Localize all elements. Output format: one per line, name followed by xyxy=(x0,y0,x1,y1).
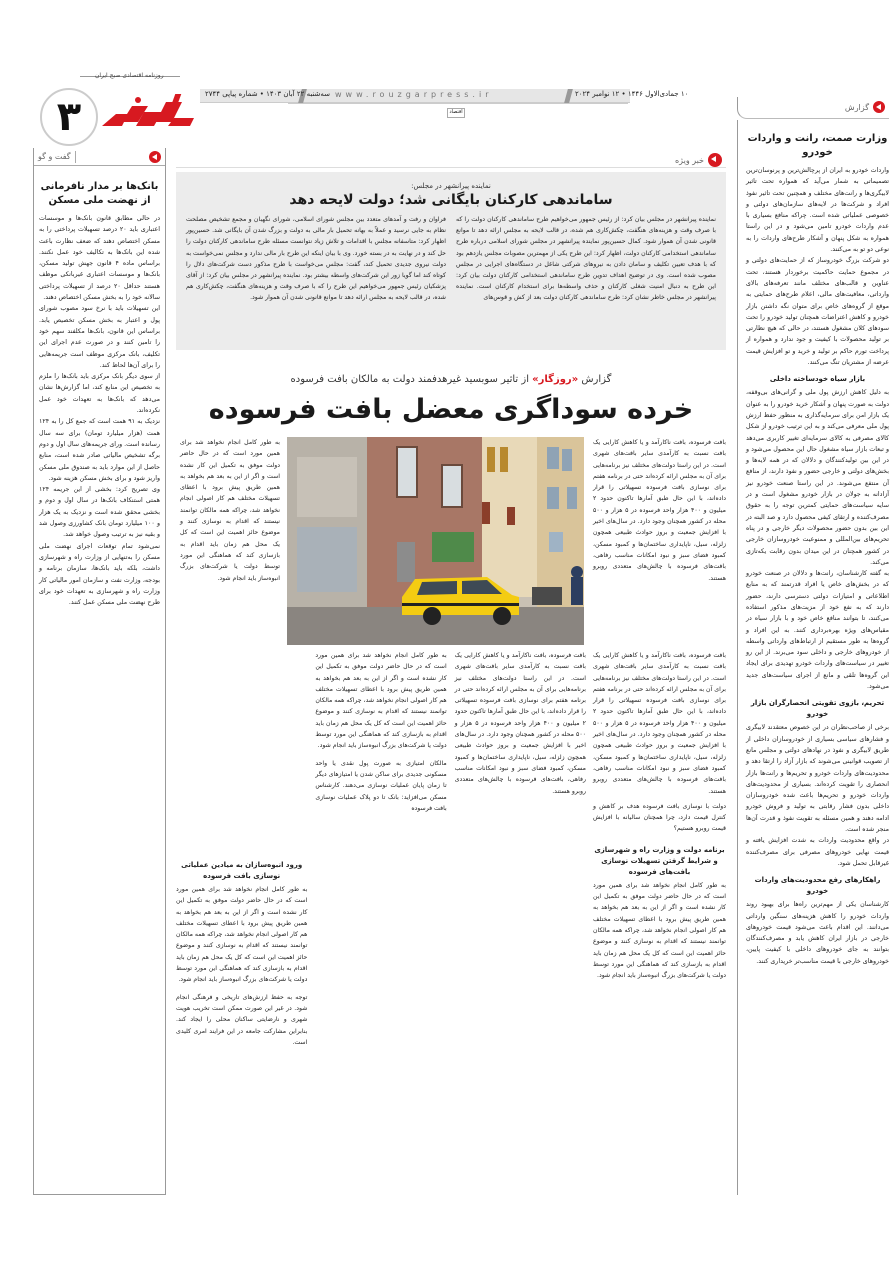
feature-column: فراوان و رفت و آمدهای متعدد بین مجلس شورای اسلامی، شورای نگهبان و مجمع تشخیص مصلحت نظام به جایی نرسید و عملاً به بهانه تحمیل بار مالی به دولت و بزرگ شدن آن بایگانی شد. حسین‌پور اظهار کرد: متاسفانه مجلس با اقدامات و تلاش زیاد نتوانست مسئله طرح ساماندهی کارکنان دولت را حل کند و در نهایت به در بسته خورد. وی با بیان اینکه این طرح بار مالی ندارد و مجلس نمی‌خواست به دولت نیروی جدیدی تحمیل کند، گفت: مجلس می‌خواست با طرح مذکور دست شرکت‌های دلال را کوتاه کند اما گویا زور این شرکت‌های واسطه بیشتر بود. نماینده پیرانشهر در مجلس بیان کرد: از آقای پزشکیان رئیس جمهور می‌خواهیم این طرح را که با صرف وقت و هزینه‌های هنگفت، چکش‌کاری هم شده، در قالب لایحه به مجلس ارائه دهد تا موانع قانونی شدن آن هموار شود. xyxy=(186,216,446,302)
story-column: ورود انبوه‌سازان به میادین عملیاتی نوسازی بافت فرسوده به طور کامل انجام نخواهد شد برای همین مورد است که در حال حاضر دولت موفق به تکمیل این کار نشده است و اگر از این به بعد هم بخواهد به همین طریق پیش برود با اعطای تسهیلات مختلف هم کار اصولی انجام نخواهد شد، چراکه همه مالکان توانمند نیستند که اقدام به نوسازی کنند و موضوع حائز اهمیت این است که کل یک محل هم زمان باید اقدام به بازسازی کند که هماهنگی این مورد توسط دولت یا شرکت‌های بزرگ انبوه‌ساز باید انجام شود. توجه به حفظ ارزش‌های تاریخی و فرهنگی انجام شود. در غیر این صورت ممکن است تخریب هویت شهری و نارضایتی ساکنان محلی را ایجاد کند. بنابراین مشارکت جامعه در این فرایند امری کلیدی است. xyxy=(176,861,308,1046)
left-column-article xyxy=(33,148,166,1195)
article-paragraph: نزدیک به ۹۱ همت است که جمع کل را به ۱۲۴ همت (هزار میلیارد تومان) برای سه سال رسانده است. ورای جریمه‌های سال اول و دوم برگه تشخیص مالیاتی صادر شده است، منابع حاصل از این موارد باید به صندوق ملی مسکن واریز شود و برای بخش مسکن هزینه شود. xyxy=(39,418,160,482)
lunar-gregorian-date: ۱۰ جمادی‌الاول ۱۴۴۶ • ۱۲ نوامبر ۲۰۲۴ xyxy=(575,90,689,98)
story-subhead: برنامه دولت و وزارت راه و شهرسازی و شرایط گرفتن تسهیلات نوسازی بافت‌های فرسوده xyxy=(594,845,725,876)
article-paragraph: واردات خودرو به ایران از پرچالش‌ترین و پرنوسان‌ترین تصمیماتی به شمار می‌آید که همواره تحت تاثیر لابیگری‌ها و رانت‌های مختلف و همچنین تحت تاثیر نفوذ افراد و شرکت‌ها در لایه‌های سازمان‌های دولتی و خصوصی عملیاتی شده است. چراکه منافع بسیاری با عدم واردات خودرو تامین می‌شود و در این راستا همواره به شکل پنهان و آشکار طرح‌های واردات را به نوعی دو تو به می‌کنند. xyxy=(746,167,889,254)
article-paragraph: دو شرکت بزرگ خودروساز که از حمایت‌های دولتی و در مجموع حمایت حاکمیت برخوردار هستند، تحت عناوین و قالب‌های مختلف مانند تعرفه‌های بالای وارداتی، معافیت‌های مالی، اعلام طرح‌های حمایتی به موقع از گروه‌های خاص برای متوان نگه داشتن بازار خودرو و کاهش اعتراضات همچنان تولید خودرو را تحت سودهای کلان مشغول هستند، در حالی که هیچ نظارتی بر تولید محصولات با کیفیت و جود ندارد و همواره از پرداخت تورم حاکم بر تولید و خرید و تو افزایش قیمت عرضه از مشتریان تنگ می‌کنند. xyxy=(746,257,889,367)
main-headline: خرده سوداگری معضل بافت فرسوده xyxy=(208,394,694,425)
article-paragraph: به دلیل کاهش ارزش پول ملی و گرانی‌های بی‌وقفه، دولت به صورت پنهان و آشکار خرید خودرو را به عنوان یک بازار امن برای سرمایه‌گذاری به منظور حفظ ارزش پول ملی معرفی می‌کند و به این ترتیب خودرو از شکل کالای مصرفی به کالای سرمایه‌ای تغییر کاربری می‌دهد و تبعات بازار سیاه مشغول حال این محصول می‌شود و در این بین تولیدکنندگان و دلالان که در همه لایه‌ها و بخش‌های دولتی و خارجی حضور و نفوذ دارند، از منافع آن منتفع می‌شوند. در این راستا صنعت خودرو نیز آزادانه به جولان در بازار خودرو مشغول است و در سایه سیاست‌های حمایتی کمترین توجه را به حقوق مصرف‌کننده و ارتقای کیفی محصول دارد و صد البته در این بین بدون حضور محصولات دیگر خارجی و در پناه تحریم‌های بین‌المللی و ممنوعیت خودروسازان خارجی در کشور همچنان در این میدان بدون رقابت یکه‌تازی می‌کند. xyxy=(746,389,889,566)
feature-tab xyxy=(176,150,726,168)
feature-title: ساماندهی کارکنان بایگانی شد؛ دولت لایحه دهد xyxy=(289,192,613,208)
story-column: بافت فرسوده، بافت ناکارآمد و یا کاهش کارایی یک بافت نسبت به کارآمدی سایر بافت‌های شهری است. در این راستا دولت‌های مختلف نیز برنامه‌هایی برای آن به مجلس ارائه کرده‌اند حتی در برنامه هفتم برای نوسازی بافت فرسوده تسهیلاتی را قرار داده‌اند، با این حال طبق آمارها تاکنون حدود ۲ میلیون و ۴۰۰ هزار واحد فرسوده در ۵ هزار و ۵۰۰ محله در کشور همچنان وجود دارد. در سال‌های اخیر با افزایش جمعیت و بروز حوادث طبیعی همچون زلزله، سیل، ناپایداری ساختمان‌ها و کمبود مسکن، کمبود فضای سبز و نبود امکانات مناسب رفاهی، بافت‌های فرسوده با چالش‌های متعددی روبرو هستند. دولت با نوسازی بافت فرسوده هدف بر کاهش و کنترل قیمت دارد، چرا همچنان سالیانه با افزایش قیمت روبرو هستیم؟ برنامه دولت و وزارت راه و شهرسازی و شرایط گرفتن تسهیلات نوسازی بافت‌های فرسوده به طور کامل انجام نخواهد شد برای همین مورد است که در حال حاضر دولت موفق به تکمیل این کار نشده است و اگر از این به بعد هم بخواهد به همین طریق پیش برود با اعطای تسهیلات مختلف هم کار اصولی انجام نخواهد شد، چراکه همه مالکان توانمند نیستند که اقدام به نوسازی کنند و موضوع حائز اهمیت این است که کل یک محل هم زمان باید اقدام به بازسازی کند که هماهنگی این مورد توسط دولت یا شرکت‌های بزرگ انبوه‌ساز باید انجام شود. xyxy=(593,652,726,980)
section-marker-icon xyxy=(873,101,885,113)
left-column-tab xyxy=(34,148,165,166)
article-paragraph: از سوی دیگر بانک مرکزی باید بانک‌ها را ملزم به تخصیص این منابع کند، اما گزارش‌ها نشان می‌دهد که بانک‌ها به تعهدات خود عمل نکرده‌اند. xyxy=(39,373,160,415)
article-paragraph: وی تصریح کرد: بخشی از این جریمه ۱۲۴ همتی استنکاف بانک‌ها در سال اول و دوم و بخشی محقق شده است و نزدیک به یک هزار و ۱۰۰ میلیارد تومان بانک کشاورزی وصول شد و بقیه نیز به ترتیب وصول خواهد شد. xyxy=(39,486,160,539)
kicker-brand: «روزگار» xyxy=(532,374,579,385)
story-column: بافت فرسوده، بافت ناکارآمد و یا کاهش کارایی یک بافت نسبت به کارآمدی سایر بافت‌های شهری است. در این راستا دولت‌های مختلف نیز برنامه‌هایی برای آن به مجلس ارائه کرده‌اند حتی در برنامه هفتم برای نوسازی بافت فرسوده تسهیلاتی را قرار داده‌اند، با این حال طبق آمارها تاکنون حدود ۲ میلیون و ۴۰۰ هزار واحد فرسوده در ۵ هزار و ۵۰۰ محله در کشور همچنان وجود دارد. در سال‌های اخیر با افزایش جمعیت و بروز حوادث طبیعی همچون زلزله، سیل، ناپایداری ساختمان‌ها و کمبود مسکن، کمبود فضای سبز و نبود امکانات مناسب رفاهی، بافت‌های فرسوده با چالش‌های متعددی روبرو هستند. xyxy=(454,652,586,795)
masthead-tagline: روزنامه اقتصادی صبح ایران xyxy=(95,72,164,79)
story-question: دولت با نوسازی بافت فرسوده هدف بر کاهش و کنترل قیمت دارد، چرا همچنان سالیانه با افزایش قیمت روبرو هستیم؟ xyxy=(593,802,726,833)
article-paragraph: این تسهیلات باید با نرخ سود مصوب شورای پول و اعتبار به بخش مسکن تخصیص یابد. براساس این قانون، بانک‌ها مکلفند سهم خود را تامین کنند و در صورت عدم اجرای این تکلیف، بانک مرکزی موظف است جریمه‌هایی را برای آن‌ها لحاظ کند. xyxy=(39,305,160,369)
feature-news-box xyxy=(176,172,726,350)
article-subhead: راهکارهای رفع محدودیت‌های واردات خودرو xyxy=(754,876,881,896)
article-paragraph: در حالی مطابق قانون بانک‌ها و موسسات اعتباری باید ۲۰ درصد تسهیلات پرداختی را به مسکن اختصاص دهند که ضعف نظارت باعث شده این بانک‌ها به تکالیف خود عمل نکنند. براساس ماده ۴ قانون جهش تولید مسکن، بانک‌ها و موسسات اعتباری غیربانکی موظف هستند حداقل ۲۰ درصد از تسهیلات پرداختی سالانه خود را به بخش مسکن اختصاص دهند. xyxy=(39,215,160,302)
story-column: بافت فرسوده، بافت ناکارآمد و یا کاهش کارایی یک بافت نسبت به کارآمدی سایر بافت‌های شهری است. در این راستا دولت‌های مختلف نیز برنامه‌هایی برای آن به مجلس ارائه کرده‌اند حتی در برنامه هفتم برای نوسازی بافت فرسوده تسهیلاتی را قرار داده‌اند، با این حال طبق آمارها تاکنون حدود ۲ میلیون و ۴۰۰ هزار واحد فرسوده در ۵ هزار و ۵۰۰ محله در کشور همچنان وجود دارد. در سال‌های اخیر با افزایش جمعیت و بروز حوادث طبیعی همچون زلزله، سیل، ناپایداری ساختمان‌ها و کمبود مسکن، کمبود فضای سبز و نبود امکانات مناسب رفاهی، بافت‌های فرسوده با چالش‌های متعددی روبرو هستند. xyxy=(593,439,726,582)
page-number: ۳ xyxy=(40,88,98,146)
article-subhead: بازار سیاه خودساخته داخلی xyxy=(769,375,866,384)
article-paragraph: برخی از صاحب‌نظران در این خصوص معتقدند لابیگری و فشارهای سیاسی بسیاری از خودروسازان داخلی از طریق لابیگری و نفوذ در نهادهای دولتی و مجلس مانع از تصویب قوانینی می‌شوند که بازار آزاد را ارتقا دهد و محدودیت‌های واردات خودرو و تحریم‌ها و رانت‌ها بازار انحصاری را تقویت کرده‌اند. بسیاری از محدودیت‌های واردات خودرو و تحریم‌ها باعث شده خودروسازان داخلی بدون فشار رقابتی به تولید و فروش خودرو ادامه دهند و همین مسئله به تقویت نفوذ و قدرت آن‌ها منجر شده است. xyxy=(746,724,889,834)
tab-divider xyxy=(75,151,76,163)
feature-kicker: نماینده پیرانشهر در مجلس: xyxy=(411,182,491,190)
article-paragraph: نمی‌شود تمام توقعات اجرای نهضت ملی مسکن را به‌تنهایی از وزارت راه و شهرسازی داشت، بلکه باید بانک‌ها، سازمان برنامه و بودجه، وزارت نفت و سازمان امور مالیاتی کار وزارت راه و شهرسازی به تعهدات خود برای طرح نهضت ملی مسکن عمل کنند. xyxy=(39,542,160,607)
article-paragraph: در واقع محدودیت واردات به شدت افزایش یافته و قیمت نهایی خودروهای مصرفی برای مصرف‌کننده غیرقابل تحمل شود. xyxy=(746,837,889,867)
article-title: بانک‌ها بر مدار نافرمانی از نهضت ملی مسکن xyxy=(40,181,159,206)
section-badge: اقتصاد xyxy=(447,108,465,118)
article-paragraph: کارشناسان یکی از مهم‌ترین راه‌ها برای بهبود روند واردات خودرو را کاهش هزینه‌های سنگین وارداتی می‌دانند. این اقدام باعث می‌شود قیمت خودروهای خارجی در بازار ایران کاهش یابد و مصرف‌کنندگان بتوانند به جای خودروهای داخلی با کیفیت پایین، خودروهای خارجی با قیمت مناسب‌تر خریداری کنند. xyxy=(746,901,889,965)
kicker-prefix: گزارش xyxy=(581,374,612,385)
section-label: گفت و گو xyxy=(38,152,71,161)
section-marker-icon xyxy=(149,151,161,163)
article-subhead: تحریم، بازوی تقویتی انحصارگران بازار خودرو xyxy=(750,699,885,719)
right-column-article xyxy=(737,120,889,1195)
newspaper-logo xyxy=(98,92,194,132)
main-kicker xyxy=(176,374,726,385)
story-lower-columns xyxy=(176,650,586,1195)
story-subhead: ورود انبوه‌سازان به میادین عملیاتی نوسازی بافت فرسوده xyxy=(181,861,303,880)
right-column-tab xyxy=(737,97,889,119)
kicker-rest: از تاثیر سوبسید غیرهدفمند دولت به مالکان بافت فرسوده xyxy=(290,374,529,385)
story-photo xyxy=(287,437,584,645)
website-url[interactable]: www.rouzgarpress.ir xyxy=(335,90,493,99)
section-marker-icon xyxy=(708,153,722,167)
section-label: خبر ویژه xyxy=(674,155,704,165)
header-rule xyxy=(288,103,628,104)
article-title: وزارت صمت، رانت و واردات خودرو xyxy=(747,133,888,158)
section-label: گزارش xyxy=(844,102,869,112)
persian-date: سه‌شنبه ۲۲ آبان ۱۴۰۳ • شماره پیاپی ۲۷۴۴ xyxy=(205,90,331,98)
article-paragraph: به گفته کارشناسان، رانت‌ها و دلالان در صنعت خودرو که در بخش‌های خاص یا افراد قدرتمند که به منابع اطلاعاتی و امتیازات دولتی دسترسی دارند، حضور دارند که به نفع خود از مزیت‌های مذکور استفاده می‌کنند، تا بتوانند منافع خاص خود و با بازار سیاه در مقیاس‌های ویژه بهره‌برداری کنند. به این افراد و گروه‌ها به طور مستقیم از ارتباط‌های وارداتی واسطه از خودروهای خارجی و داخلی سود می‌برند. از این رو تغییر در سیاست‌های واردات خودرو تهدیدی برای ایجاد این گروه‌ها تلقی و مانع از اجرای سیاست‌های جدید می‌شود. xyxy=(746,570,889,691)
story-column: به طور کامل انجام نخواهد شد برای همین مورد است که در حال حاضر دولت موفق به تکمیل این کار نشده است و اگر از این به بعد هم بخواهد به همین طریق پیش برود با اعطای تسهیلات مختلف هم کار اصولی انجام نخواهد شد، چراکه همه مالکان توانمند نیستند که اقدام به نوسازی کنند و موضوع حائز اهمیت این است که کل یک محل هم زمان باید اقدام به بازسازی کند که هماهنگی این مورد توسط دولت یا شرکت‌های بزرگ انبوه‌ساز باید انجام شود. xyxy=(180,439,280,582)
story-column: به طور کامل انجام نخواهد شد برای همین مورد است که در حال حاضر دولت موفق به تکمیل این کار نشده است و اگر از این به بعد هم بخواهد به همین طریق پیش برود با اعطای تسهیلات مختلف هم کار اصولی انجام نخواهد شد، چراکه همه مالکان توانمند نیستند که اقدام به نوسازی کنند و موضوع حائز اهمیت این است که کل یک محل هم زمان باید اقدام به بازسازی کند که هماهنگی این مورد توسط دولت یا شرکت‌های بزرگ انبوه‌ساز باید انجام شود. مالکان امتیازی به صورت پول نقدی یا واحد مسکونی جدیدی برای ساکن شدن یا امتیازهای دیگر تا زمان پایان عملیات نوسازی می‌دهند. کارشناس مسکن می‌افزاید: بانک تا دو پلاک عملیات نوسازی بافت فرسوده xyxy=(315,652,447,812)
feature-column: نماینده پیرانشهر در مجلس بیان کرد: از رئیس جمهور می‌خواهیم طرح ساماندهی کارکنان دولت را که با صرف وقت و هزینه‌های هنگفت، چکش‌کاری هم شده، در قالب لایحه به مجلس ارائه دهد تا موانع قانونی شدن آن هموار شود. کمال حسین‌پور نماینده پیرانشهر در مجلس شورای اسلامی درباره طرح ساماندهی استخدامی کارکنان دولت، اظهار کرد: این طرح یکی از مهمترین مصوبات مجلس یازدهم بود که با هدف تعیین تکلیف و سامان دادن به نیروهای شرکتی شاغل در دستگاه‌های اجرایی در مجلس مصوب شده است. وی در توضیح اهداف تدوین طرح ساماندهی استخدامی کارکنان دولت بیان کرد: این طرح به دنبال امنیت شغلی کارکنان و حذف واسطه‌ها برای استخدام کارکنان است. نماینده پیرانشهر در مجلس خاطر نشان کرد: طرح ساماندهی کارکنان دولت بعد از کش و قوس‌های xyxy=(456,216,716,302)
